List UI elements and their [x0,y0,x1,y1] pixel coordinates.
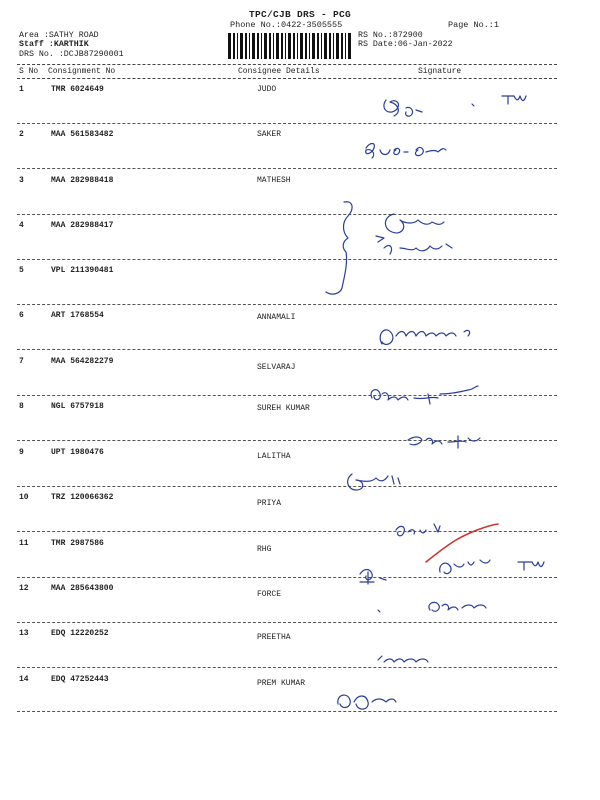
signature-mark [326,202,352,294]
column-header-signature: Signature [418,67,462,76]
sheet-meta-left [19,31,124,59]
row-serial-number: 5 [19,266,24,275]
row-consignment-number: TMR 2987586 [51,539,104,548]
barcode-bar [261,33,262,59]
row-consignee-name: MATHESH [257,176,291,185]
row-consignee-name: RHG [257,545,272,554]
column-header-consignment: Consignment No [48,67,116,76]
row-consignment-number: ART 1768554 [51,311,104,320]
rs-date: RS Date:06-Jan-2022 [358,40,453,50]
barcode-bar [228,33,231,59]
row-serial-number: 3 [19,176,24,185]
barcode-bar [348,33,351,59]
barcode-bar [237,33,238,59]
row-consignment-number: TRZ 120066362 [51,493,114,502]
barcode-bar [257,33,259,59]
row-consignment-number: MAA 285643800 [51,584,114,593]
barcode-bar [281,33,283,59]
header-divider-bottom [17,78,557,79]
row-divider [17,711,557,712]
barcode-bar [233,33,235,59]
signature-mark [378,610,380,612]
row-serial-number: 8 [19,402,24,411]
row-serial-number: 10 [19,493,29,502]
row-serial-number: 14 [19,675,29,684]
row-consignee-name: PREM KUMAR [257,679,306,688]
barcode-bar [276,33,279,59]
row-consignee-name: FORCE [257,590,282,599]
barcode [228,33,352,59]
barcode-bar [336,33,339,59]
row-consignee-name: LALITHA [257,452,291,461]
row-consignee-name: SELVARAJ [257,363,296,372]
signature-mark [338,695,396,709]
page-number: Page No.:1 [448,20,500,30]
row-serial-number: 9 [19,448,24,457]
row-consignee-name: PRIYA [257,499,282,508]
phone-number: Phone No.:0422-3505555 [230,20,343,30]
barcode-bar [269,33,271,59]
barcode-bar [305,33,307,59]
barcode-bar [285,33,286,59]
signature-mark [366,144,446,159]
row-consignment-number: TMR 6024649 [51,85,104,94]
barcode-bar [317,33,319,59]
row-consignee-name: SUREH KUMAR [257,404,310,413]
staff-field: Staff :KARTHIK [19,40,89,50]
row-consignment-number: UPT 1980476 [51,448,104,457]
header-divider-top [17,64,557,65]
row-serial-number: 2 [19,130,24,139]
sheet-meta-right [358,31,453,50]
row-consignment-number: MAA 282988418 [51,176,114,185]
barcode-bar [324,33,327,59]
row-divider [17,259,557,260]
barcode-bar [293,33,295,59]
signature-mark [384,214,452,254]
row-divider [17,667,557,668]
barcode-bar [309,33,310,59]
barcode-bar [288,33,291,59]
signature-mark [472,104,474,106]
row-divider [17,168,557,169]
signature-mark [348,474,400,490]
barcode-bar [333,33,334,59]
row-serial-number: 11 [19,539,29,548]
signature-mark [384,100,422,116]
barcode-bar [240,33,243,59]
row-serial-number: 6 [19,311,24,320]
row-divider [17,214,557,215]
row-divider [17,577,557,578]
column-header-sno: S No [19,67,39,76]
row-divider [17,486,557,487]
area-field: Area :SATHY ROAD [19,31,99,40]
row-serial-number: 4 [19,221,24,230]
red-check-mark [426,524,498,562]
row-serial-number: 13 [19,629,29,638]
row-consignee-name: SAKER [257,130,282,139]
row-consignment-number: NGL 6757918 [51,402,104,411]
barcode-bar [252,33,255,59]
row-consignment-number: VPL 211390481 [51,266,114,275]
row-consignment-number: EDQ 12220252 [51,629,109,638]
signature-mark [518,562,544,570]
row-divider [17,531,557,532]
signature-mark [376,236,384,242]
row-divider [17,123,557,124]
row-consignment-number: MAA 282988417 [51,221,114,230]
row-divider [17,395,557,396]
row-consignment-number: MAA 564282279 [51,357,114,366]
barcode-bar [329,33,331,59]
signature-mark [380,330,470,345]
barcode-bar [312,33,315,59]
row-consignment-number: MAA 561583482 [51,130,114,139]
rs-number: RS No.:872900 [358,31,423,40]
barcode-bar [297,33,298,59]
barcode-bar [300,33,303,59]
barcode-bar [245,33,247,59]
barcode-bar [264,33,267,59]
signature-mark [429,602,486,611]
row-serial-number: 7 [19,357,24,366]
signature-mark [502,96,526,104]
row-divider [17,349,557,350]
barcode-bar [273,33,274,59]
sheet-title: TPC/CJB DRS - PCG [248,9,351,20]
row-divider [17,622,557,623]
barcode-bar [345,33,346,59]
column-header-consignee: Consignee Details [238,67,320,76]
barcode-bar [341,33,343,59]
signature-mark [408,436,480,448]
signature-mark [440,560,490,574]
row-consignment-number: EDQ 47252443 [51,675,109,684]
row-consignee-name: JUDO [257,85,277,94]
row-divider [17,304,557,305]
barcode-bar [321,33,322,59]
drs-number: DRS No. :DCJB87290001 [19,49,124,59]
signature-mark [396,524,440,536]
row-consignee-name: ANNAMALI [257,313,296,322]
barcode-bar [249,33,250,59]
row-consignee-name: PREETHA [257,633,291,642]
row-serial-number: 12 [19,584,29,593]
signature-mark [378,656,428,662]
row-divider [17,440,557,441]
row-serial-number: 1 [19,85,24,94]
